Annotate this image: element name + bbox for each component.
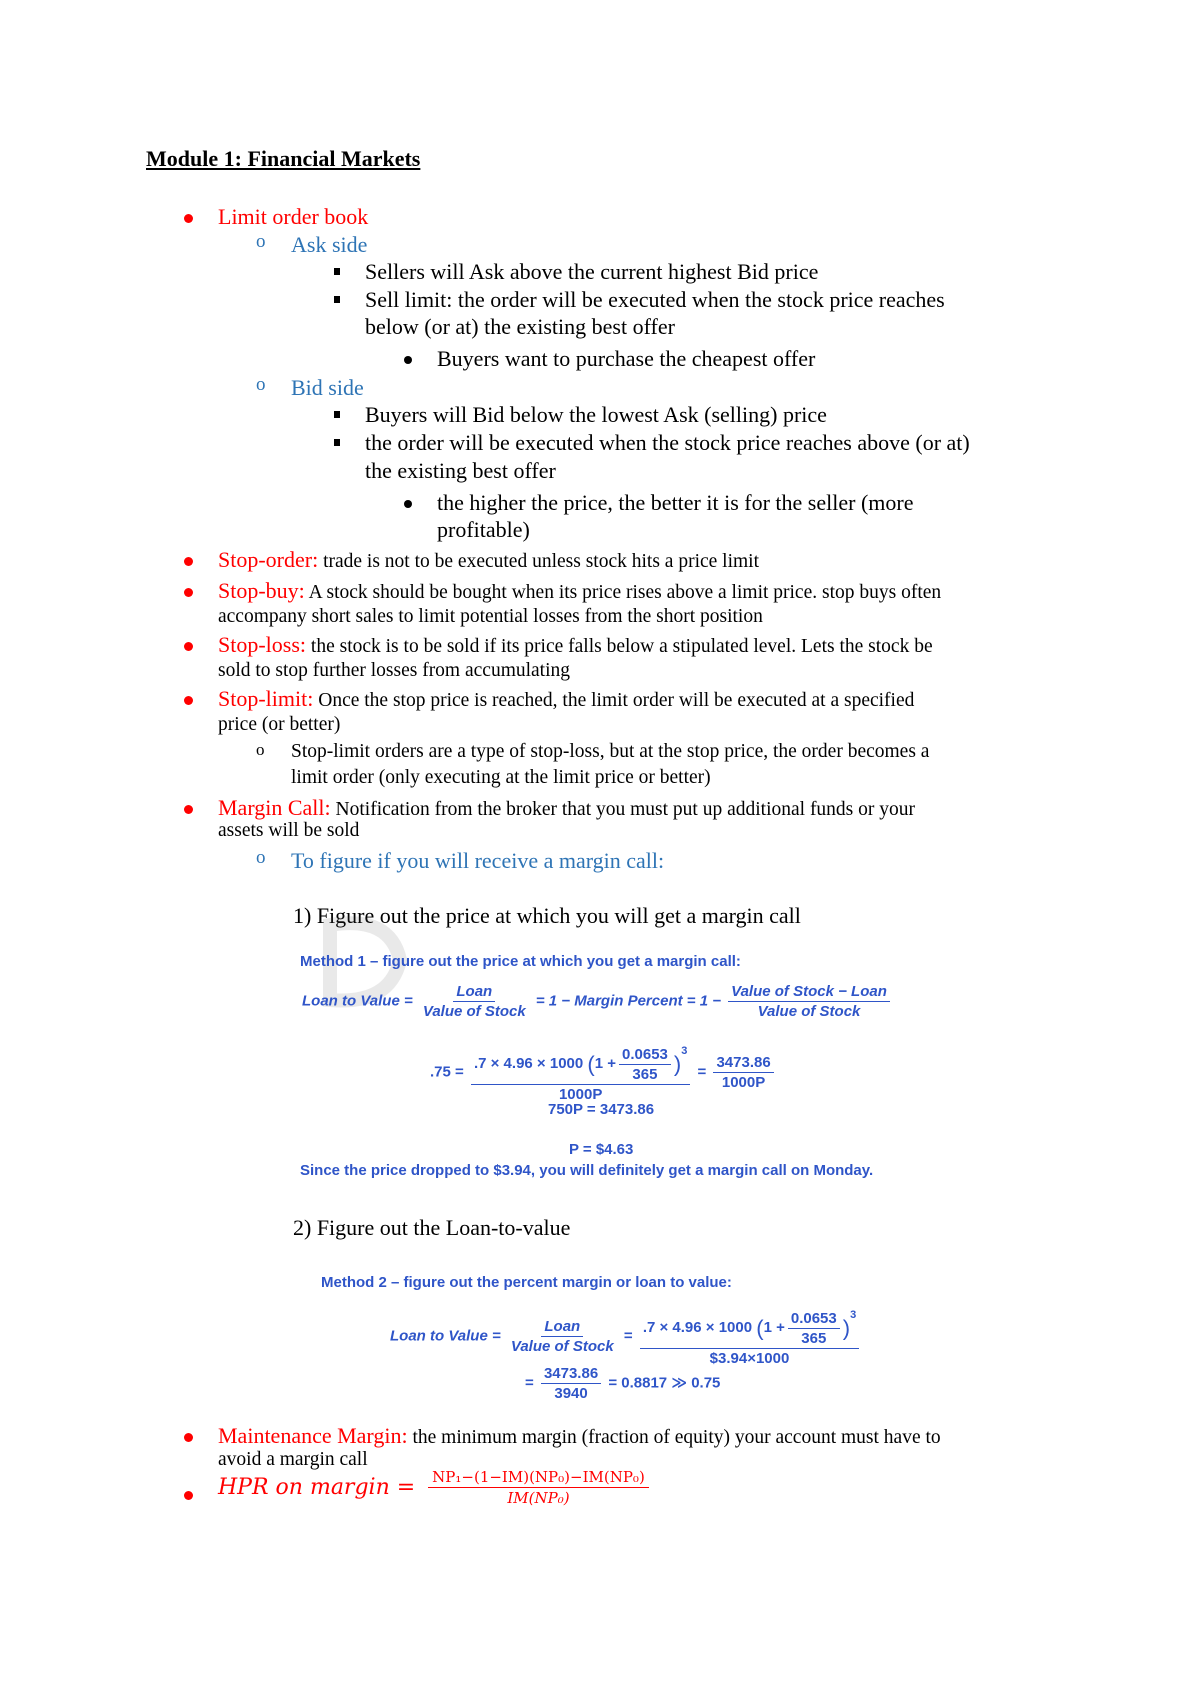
method1-result-num: 3473.86 bbox=[713, 1054, 773, 1073]
method1-ltv-label: Loan to Value = bbox=[302, 992, 413, 1010]
stop-limit-term: Stop-limit: bbox=[218, 686, 314, 711]
method1-calc-numerator: .7 × 4.96 × 1000 (1 + $\frac{0.0653}{365}$ )$^3$ bbox=[471, 1043, 690, 1085]
method2-result-num: 3473.86 bbox=[541, 1365, 601, 1384]
bullet-icon bbox=[184, 557, 193, 566]
square-bullet-icon bbox=[334, 296, 340, 303]
method1-heading: Method 1 – figure out the price at which you get a margin call: bbox=[300, 953, 741, 970]
method1-rate-fraction bbox=[619, 1046, 671, 1083]
method2-days: 365 bbox=[801, 1329, 827, 1347]
stop-limit-text: Once the stop price is reached, the limit order will be executed at a specified bbox=[313, 690, 915, 711]
method1-line2: 750P = 3473.86 bbox=[548, 1101, 655, 1118]
method2-eq: = bbox=[623, 1327, 633, 1345]
method2-calc-numerator: .7 × 4.96 × 1000 (1 + $\frac{0.0653}{365}$ )$^3$ bbox=[640, 1307, 859, 1349]
method1-loan: Loan bbox=[453, 983, 495, 1002]
method1-days: 365 bbox=[632, 1065, 658, 1083]
hpr-formula bbox=[218, 1468, 649, 1507]
stop-limit-cont: price (or better) bbox=[218, 714, 341, 735]
method1-value-of-stock-2: Value of Stock bbox=[757, 1003, 861, 1020]
method2-exponent: 3 bbox=[850, 1309, 857, 1321]
method1-result-den: 1000P bbox=[721, 1074, 766, 1092]
ask-subitem: Buyers want to purchase the cheapest offer bbox=[437, 346, 816, 371]
stop-buy-term: Stop-buy: bbox=[218, 578, 305, 603]
bullet-icon bbox=[184, 214, 193, 223]
stop-limit-definition bbox=[218, 686, 914, 712]
maintenance-margin-definition bbox=[218, 1423, 941, 1449]
stop-order-definition bbox=[218, 547, 759, 573]
square-bullet-icon bbox=[334, 268, 340, 275]
method1-result-fraction bbox=[713, 1054, 773, 1091]
stop-loss-cont: sold to stop further losses from accumulating bbox=[218, 660, 571, 681]
step-2: 2) Figure out the Loan-to-value bbox=[293, 1215, 571, 1240]
circle-bullet-icon: o bbox=[256, 231, 266, 252]
method2-result: = $\frac{3473.86}{3940}$ = 0.8817 ≫ 0.75 bbox=[525, 1365, 721, 1402]
bullet-icon bbox=[184, 642, 193, 651]
method1-price: P = $4.63 bbox=[569, 1141, 634, 1158]
bullet-icon bbox=[184, 588, 193, 597]
method2-heading: Method 2 – figure out the percent margin or loan to value: bbox=[321, 1274, 732, 1291]
margin-call-term: Margin Call: bbox=[218, 795, 331, 820]
method2-calc-fraction bbox=[640, 1307, 859, 1367]
margin-call-cont: assets will be sold bbox=[218, 820, 360, 841]
bid-item-1: Buyers will Bid below the lowest Ask (selling) price bbox=[365, 402, 827, 427]
method2-formula bbox=[390, 1307, 862, 1367]
stop-order-term: Stop-order: bbox=[218, 547, 319, 572]
method1-calc-denominator: 1000P bbox=[558, 1085, 603, 1103]
method2-result-fraction bbox=[541, 1365, 601, 1402]
bullet-icon bbox=[404, 500, 412, 508]
method1-ltv-formula bbox=[302, 983, 893, 1020]
square-bullet-icon bbox=[334, 439, 340, 446]
method1-value-of-stock: Value of Stock bbox=[422, 1003, 526, 1020]
ask-item-2-cont: below (or at) the existing best offer bbox=[365, 314, 675, 339]
method1-rate: 0.0653 bbox=[619, 1046, 671, 1065]
method1-exponent: 3 bbox=[681, 1045, 688, 1057]
maintenance-margin-cont: avoid a margin call bbox=[218, 1449, 368, 1470]
hpr-fraction bbox=[428, 1468, 649, 1507]
method1-calc bbox=[430, 1043, 777, 1103]
method1-mid: = 1 − Margin Percent = 1 − bbox=[535, 992, 721, 1010]
method2-calc-denominator: $3.94×1000 bbox=[709, 1349, 790, 1367]
margin-call-definition bbox=[218, 795, 915, 821]
bid-subitem-line2: profitable) bbox=[437, 517, 530, 542]
method1-calc-num-pre: .7 × 4.96 × 1000 bbox=[473, 1055, 584, 1072]
method1-loan-fraction bbox=[420, 983, 529, 1020]
method1-vos-minus-loan: Value of Stock − Loan bbox=[728, 983, 890, 1002]
hpr-label: HPR on margin = bbox=[218, 1475, 416, 1500]
limit-order-book-heading: Limit order book bbox=[218, 204, 369, 229]
bullet-icon bbox=[184, 1433, 193, 1442]
method2-loan: Loan bbox=[541, 1318, 583, 1337]
circle-bullet-icon: o bbox=[256, 374, 266, 395]
bullet-icon bbox=[184, 696, 193, 705]
method2-ltv-label: Loan to Value = bbox=[390, 1327, 501, 1345]
method1-vos-fraction bbox=[728, 983, 890, 1020]
stop-limit-sub-line1: Stop-limit orders are a type of stop-loss, but at the stop price, the order becomes a bbox=[291, 741, 930, 762]
method1-one-plus: 1 + bbox=[594, 1055, 616, 1072]
method1-calc-fraction bbox=[471, 1043, 690, 1103]
stop-loss-text: the stock is to be sold if its price falls below a stipulated level. Lets the stock be bbox=[306, 636, 933, 657]
bullet-icon bbox=[184, 805, 193, 814]
stop-buy-text: A stock should be bought when its price rises above a limit price. stop buys often bbox=[304, 582, 942, 603]
bullet-icon bbox=[184, 1491, 193, 1500]
page-title: Module 1: Financial Markets bbox=[146, 146, 421, 171]
maintenance-margin-text: the minimum margin (fraction of equity) your account must have to bbox=[407, 1427, 941, 1448]
margin-call-text: Notification from the broker that you must put up additional funds or your bbox=[330, 799, 916, 820]
method2-calc-num-pre: .7 × 4.96 × 1000 bbox=[642, 1319, 753, 1336]
method2-result-value: = 0.8817 ≫ 0.75 bbox=[608, 1374, 721, 1392]
circle-bullet-icon: o bbox=[256, 847, 266, 868]
step-1: 1) Figure out the price at which you will get a margin call bbox=[293, 903, 801, 928]
method2-rate: 0.0653 bbox=[788, 1310, 840, 1329]
method2-rate-fraction bbox=[788, 1310, 840, 1347]
bullet-icon bbox=[404, 356, 412, 364]
hpr-numerator: NP₁−(1−IM)(NP₀)−IM(NP₀) bbox=[428, 1468, 649, 1488]
method2-value-of-stock: Value of Stock bbox=[510, 1338, 614, 1356]
stop-buy-definition bbox=[218, 578, 941, 604]
method2-one-plus: 1 + bbox=[763, 1319, 785, 1336]
method2-loan-fraction bbox=[508, 1318, 617, 1355]
stop-loss-term: Stop-loss: bbox=[218, 632, 307, 657]
bid-subitem-line1: the higher the price, the better it is for the seller (more bbox=[437, 490, 914, 515]
circle-bullet-icon: o bbox=[256, 740, 265, 759]
square-bullet-icon bbox=[334, 411, 340, 418]
ask-item-2: Sell limit: the order will be executed when the stock price reaches bbox=[365, 287, 945, 312]
hpr-denominator: IM(NP₀) bbox=[507, 1489, 570, 1507]
maintenance-margin-term: Maintenance Margin: bbox=[218, 1423, 408, 1448]
stop-buy-cont: accompany short sales to limit potential losses from the short position bbox=[218, 606, 763, 627]
stop-order-text: trade is not to be executed unless stock hits a price limit bbox=[318, 551, 760, 572]
bid-side-label: Bid side bbox=[291, 375, 364, 400]
method1-conclusion: Since the price dropped to $3.94, you will definitely get a margin call on Monday. bbox=[300, 1162, 874, 1179]
ask-item-1: Sellers will Ask above the current highest Bid price bbox=[365, 259, 819, 284]
method1-lhs: .75 = bbox=[430, 1063, 464, 1081]
ask-side-label: Ask side bbox=[291, 232, 368, 257]
margin-call-sub: To figure if you will receive a margin call: bbox=[291, 848, 665, 873]
stop-loss-definition bbox=[218, 632, 933, 658]
bid-item-2-cont: the existing best offer bbox=[365, 458, 556, 483]
bid-item-2: the order will be executed when the stock price reaches above (or at) bbox=[365, 430, 970, 455]
stop-limit-sub-line2: limit order (only executing at the limit price or better) bbox=[291, 767, 711, 788]
method2-result-den: 3940 bbox=[554, 1385, 588, 1402]
method1-eq: = bbox=[697, 1063, 707, 1081]
